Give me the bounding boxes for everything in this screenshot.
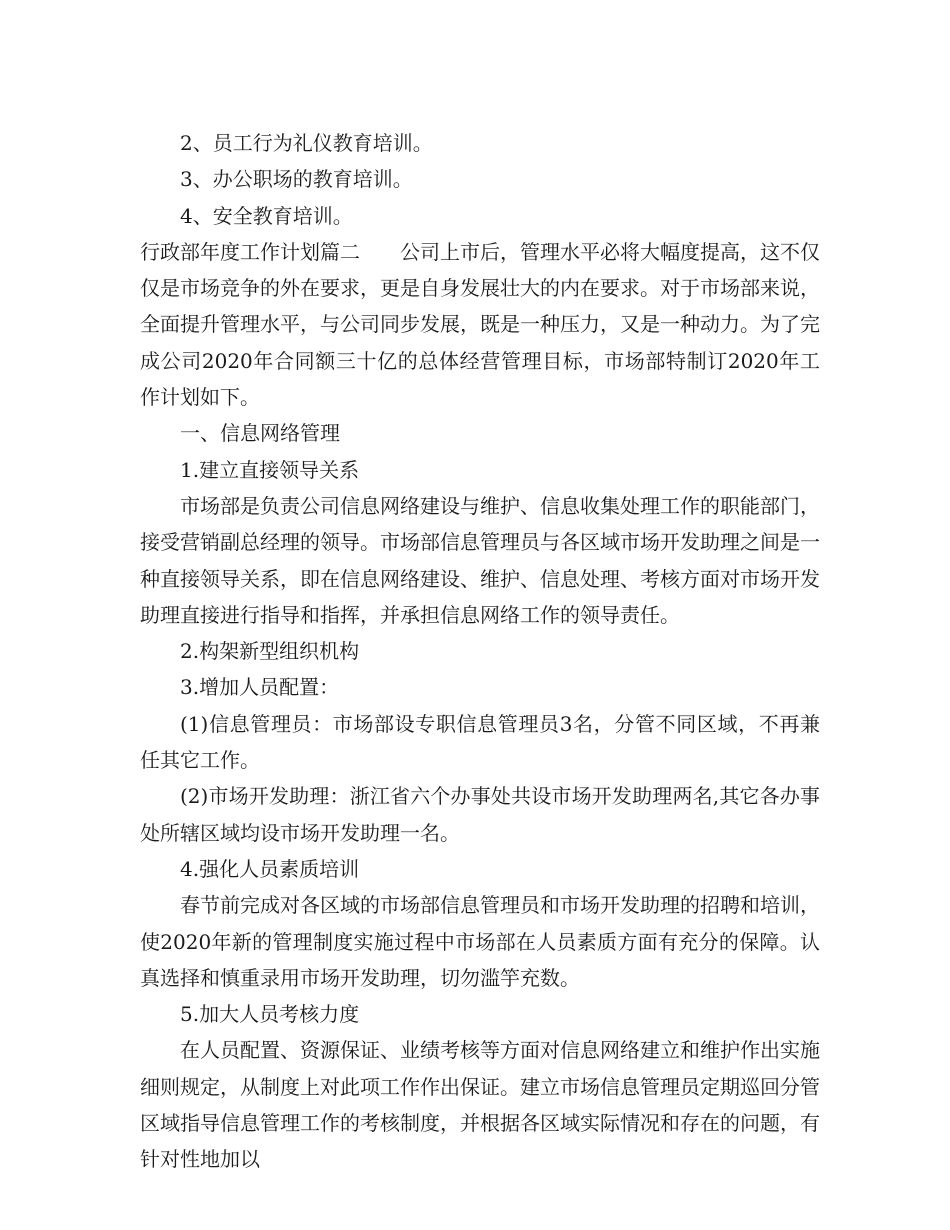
paragraph-13: 春节前完成对各区域的市场部信息管理员和市场开发助理的招聘和培训，使2020年新的管理制度实施过程中市场部在人员素质方面有充分的保障。认真选择和慎重录用市场开发助理，切勿滥竽充数。 [140,893,820,990]
paragraph-4 [140,234,820,415]
paragraph-7: 市场部是负责公司信息网络建设与维护、信息收集处理工作的职能部门，接受营销副总经理的领导。市场部信息管理员与各区域市场开发助理之间是一种直接领导关系，即在信息网络建设、维护、信息处理、考核方面对市场开发助理直接进行指导和指挥，并承担信息网络工作的领导责任。 [140,493,820,627]
document-body [140,125,820,1178]
paragraph-3: 4、安全教育培训。 [180,203,353,228]
paragraph-14: 5.加大人员考核力度 [180,1002,360,1027]
paragraph-10: (1)信息管理员：市场部设专职信息管理员3名，分管不同区域，不再兼任其它工作。 [140,711,820,773]
paragraph-11: (2)市场开发助理：浙江省六个办事处共设市场开发助理两名,其它各办事处所辖区域均设市场开发助理一名。 [140,784,820,845]
paragraph-15: 在人员配置、资源保证、业绩考核等方面对信息网络建立和维护作出实施细则规定，从制度上对此项工作作出保证。建立市场信息管理员定期巡回分管区域指导信息管理工作的考核制度，并根据各区域实际情况和存在的问题，有针对性地加以 [140,1038,820,1172]
paragraph-9: 3.增加人员配置： [180,675,340,700]
paragraph-6: 1.建立直接领导关系 [180,457,360,482]
paragraph-8: 2.构架新型组织机构 [180,639,360,664]
paragraph-4-body: 公司上市后，管理水平必将大幅度提高，这不仅仅是市场竞争的外在要求，更是自身发展壮大的内在要求。对于市场部来说，全面提升管理水平，与公司同步发展，既是一种压力，又是一种动力。为了完成公司2020年合同额三十亿的总体经营管理目标，市场部特制订2020年工作计划如下。 [140,239,820,410]
paragraph-1: 2、员工行为礼仪教育培训。 [180,131,433,155]
paragraph-2: 3、办公职场的教育培训。 [180,167,413,192]
paragraph-5: 一、信息网络管理 [180,421,340,446]
section-heading: 行政部年度工作计划篇二 [140,239,360,264]
paragraph-12: 4.强化人员素质培训 [180,856,360,881]
